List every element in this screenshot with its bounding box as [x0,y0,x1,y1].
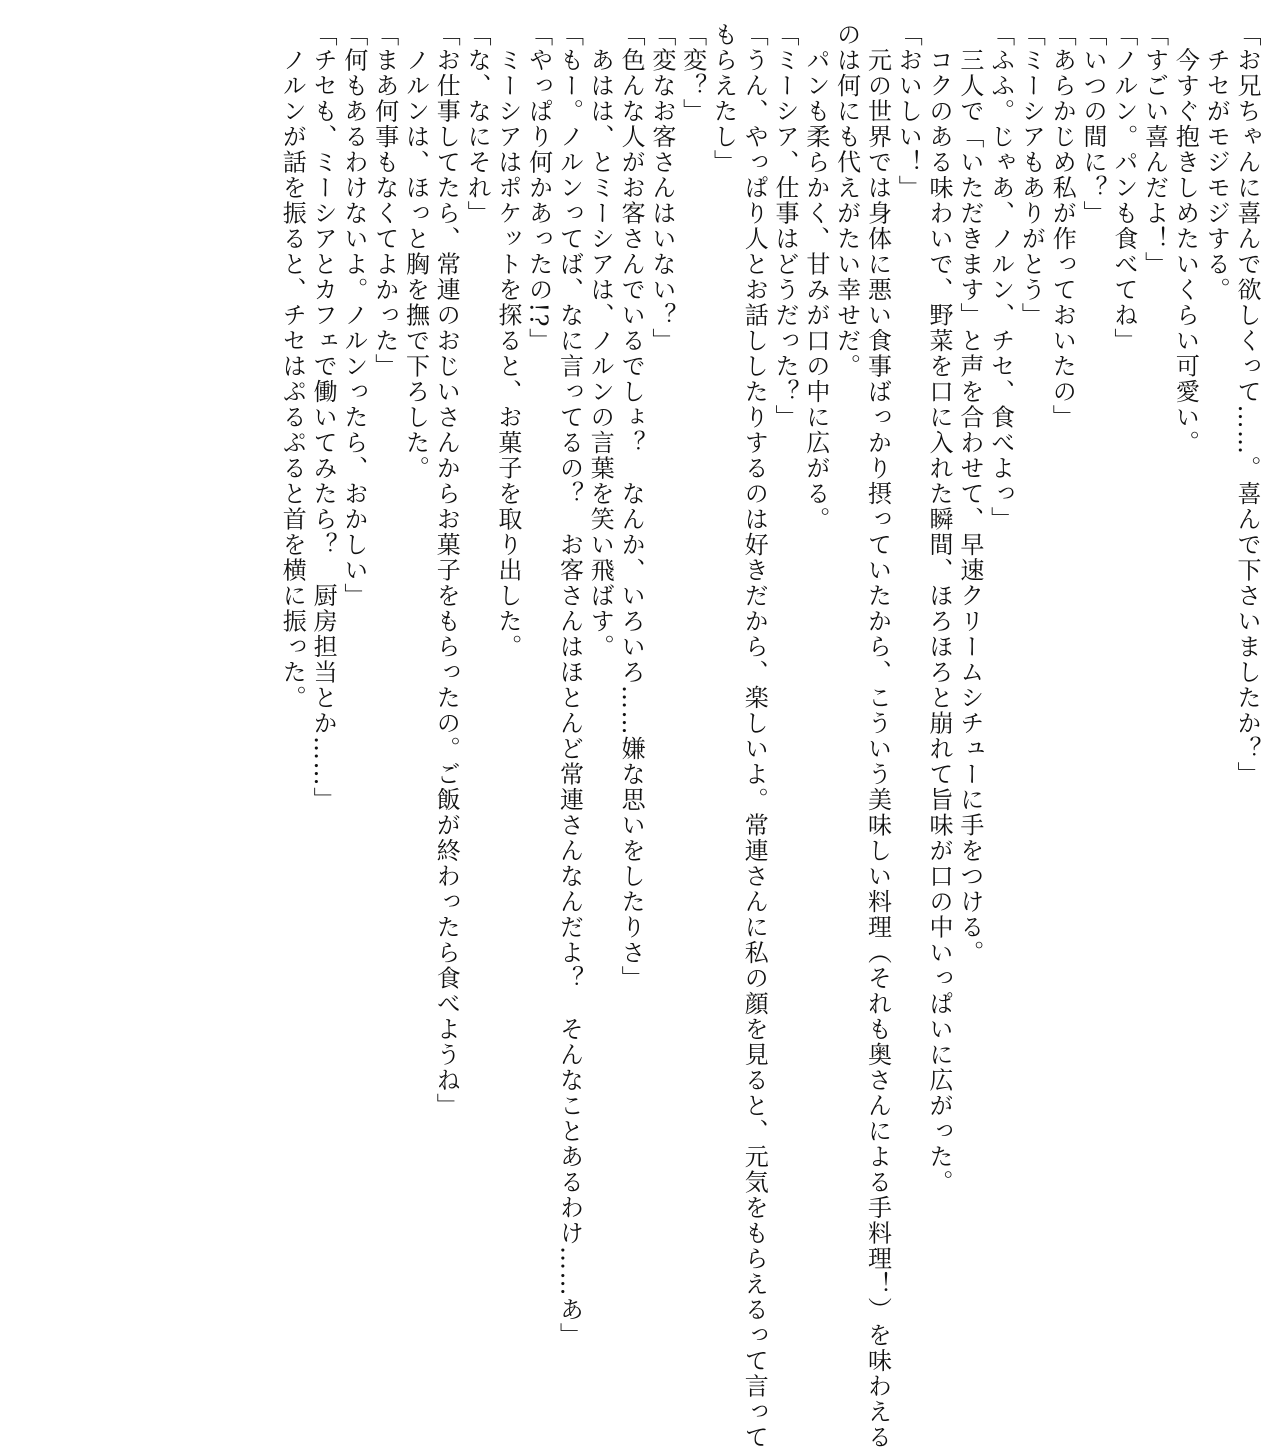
text-line: 今すぐ抱きしめたいくらい可愛い。 [1171,22,1200,456]
text-line: 「まあ何事もなくてよかった」 [370,22,399,379]
text-line: 「色んな人がお客さんでいるでしょ？ なんか、いろいろ……嫌な思いをしたりさ」 [617,22,646,991]
text-line: 「あらかじめ私が作っておいたの」 [1048,22,1077,430]
text-line: 「ふふ。じゃあ、ノルン、チセ、食べよっ」 [986,22,1015,532]
text-line: 「チセも、ミーシアとカフェで働いてみたら？ 厨房担当とか……」 [309,22,338,813]
text-line: 「ミーシアもありがとう」 [1017,22,1046,328]
text-line: ノルンが話を振ると、チセはぷるぷると首を横に振った。 [278,22,307,711]
text-line: パンも柔らかく、甘みが口の中に広がる。 [801,22,830,532]
text-line: 「ミーシア、仕事はどうだった？」 [771,22,800,430]
text-line: 「すごい喜んだよ！」 [1140,22,1169,277]
text-line: 「うん、やっぱり人とお話ししたりするのは好きだから、楽しいよ。常連さんに私の顔を見ると、元気をもらえるって言って [740,22,769,1450]
text-line: 「いつの間に？」 [1079,22,1108,226]
text-line: コクのある味わいで、野菜を口に入れた瞬間、ほろほろと崩れて旨味が口の中いっぱいに広がった。 [925,22,954,1195]
text-line: 「な、なにそれ」 [463,22,492,226]
text-line: 元の世界では身体に悪い食事ばっかり摂っていたから、こういう美味しい料理（それも奥さんによる手料理！）を味わえる [863,22,892,1450]
text-line: チセがモジモジする。 [1202,22,1231,303]
vertical-text-body [277,22,1263,1450]
text-line: 「変？」 [678,22,707,124]
text-line: ノルンは、ほっと胸を撫で下ろした。 [401,22,430,481]
text-line: ミーシアはポケットを探ると、お菓子を取り出した。 [493,22,522,660]
text-line: 「もー。ノルンってば、なに言ってるの？ お客さんはほとんど常連さんなんだよ？ そんなことあるわけ……あ」 [555,22,584,1348]
text-line: 「お兄ちゃんに喜んで欲しくって……。喜んで下さいましたか？」 [1233,22,1261,787]
text-line: あはは、とミーシアは、ノルンの言葉を笑い飛ばす。 [586,22,615,660]
text-line: 「お仕事してたら、常連のおじいさんからお菓子をもらったの。ご飯が終わったら食べようね」 [432,22,461,1119]
text-line: のは何にも代えがたい幸せだ。 [832,22,861,379]
text-line: もらえたし」 [709,22,738,175]
text-line: 「ノルン。パンも食べてね」 [1109,22,1138,354]
text-line: 「変なお客さんはいない？」 [647,22,676,354]
text-line: 「おいしい！」 [894,22,923,201]
text-line: 三人で「いただきます」と声を合わせて、早速クリームシチューに手をつける。 [955,22,984,966]
text-line: 「やっぱり何かあったの!?」 [524,22,553,354]
text-line: 「何もあるわけないよ。ノルンったら、おかしい」 [339,22,368,609]
